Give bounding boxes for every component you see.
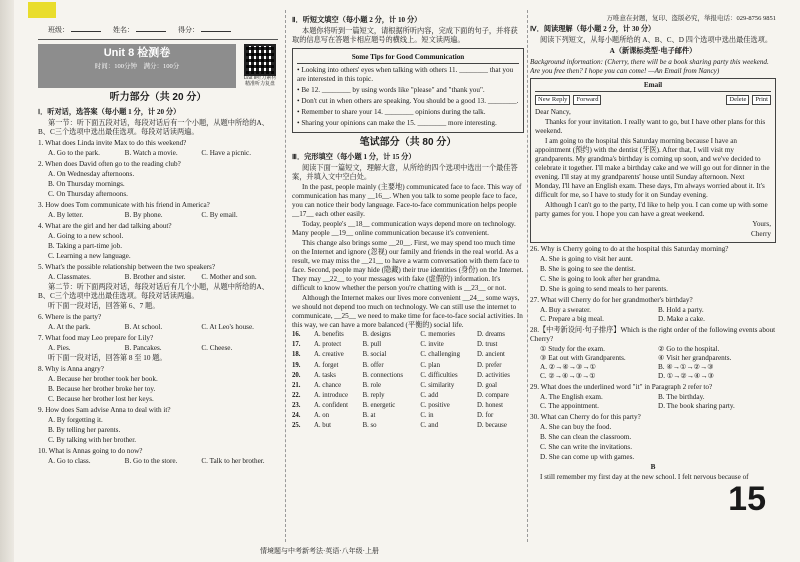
option-row <box>38 323 278 332</box>
option-choice: D. Make a cake. <box>658 315 705 324</box>
email-greeting: Dear Nancy, <box>535 108 571 117</box>
option-list <box>38 232 278 261</box>
option-list <box>530 423 776 462</box>
choice-option: A. confident <box>314 401 348 409</box>
question-stem: 1. What does Linda invite Max to do this weekend? <box>38 138 187 147</box>
option-list <box>530 255 776 294</box>
choice-option: B. pull <box>362 341 382 349</box>
option-list <box>38 170 278 199</box>
option-row <box>38 457 278 466</box>
option-choice: B. She is going to see the dentist. <box>540 265 636 274</box>
passage-paragraph: This change also brings some __20__. First, we may spend too much time on the Internet and ignore (忽视) our family and friends in the real world. As a result, we may miss the __21__ to have a warm conversation with them face to face. Second, people may hide (隐藏) their true identities (身份) on the Internet. They may __22__ to your messages with fake (虚假的) information. It's difficult to know whether the person you're chatting with is __23__ or not. <box>292 238 524 292</box>
option-row <box>530 345 776 354</box>
option-choice: C. She can write the invitations. <box>540 443 633 452</box>
email-signature: Cherry <box>751 230 771 239</box>
choice-row <box>292 401 524 411</box>
option-row <box>530 402 776 411</box>
option-choice: B. Taking a part-time job. <box>48 241 123 250</box>
option-choice: C. Prepare a big meal. <box>540 315 604 324</box>
class-label: 班级： <box>48 26 101 35</box>
email-paragraph-3: Although I can't go to the party, I'd like to help you. I can come up with some party games for you. I hope you can have a great weekend. <box>535 201 768 219</box>
option-row <box>530 363 776 372</box>
choice-option: A. protect <box>314 341 342 349</box>
reading-questions <box>530 245 776 462</box>
choice-option: A. benefits <box>314 331 344 339</box>
option-row <box>38 149 278 158</box>
listening-part1-heading: Ⅰ．听对话，选答案（每小题 1 分，计 20 分） <box>38 107 181 116</box>
option-choice: B. She can clean the classroom. <box>540 433 632 442</box>
option-choice: C. Because her brother lost her keys. <box>48 394 154 403</box>
choice-option: B. designs <box>362 331 391 339</box>
footer-text: 情境题与中考新考法·英语·八年级·上册 <box>260 547 379 556</box>
listening-questions-3 <box>38 365 278 466</box>
cloze-heading: Ⅲ．完形填空（每小题 1 分，计 15 分） <box>292 152 416 161</box>
option-choice: A. The English exam. <box>540 393 603 402</box>
listening-title: 听力部分（共 20 分） <box>109 92 207 104</box>
option-row <box>530 372 776 381</box>
choice-option: C. in <box>420 411 434 419</box>
option-choice: A. Pies. <box>48 343 71 352</box>
option-choice: A. Go to class. <box>48 456 91 465</box>
choice-option: D. ancient <box>477 351 505 359</box>
listening-part1-intro: 第一节：听下面五段对话，每段对话后有一个小题，从题中所给的A、B、C三个选项中选出最佳选项。每段对话读两遍。 <box>38 118 269 136</box>
option-choice: D. She is going to send meals to her parents. <box>540 285 668 294</box>
tips-title: Some Tips for Good Communication <box>297 53 519 64</box>
contact-line: 万唯意在封题，复印、盗版必究，举报电话：029-8756 9851 <box>606 15 776 22</box>
option-row <box>530 354 776 363</box>
option-list <box>38 375 278 404</box>
unit-banner <box>38 44 278 89</box>
question-stem: 5. What's the possible relationship between the two speakers? <box>38 262 216 271</box>
tip-item: • Be 12. ________ by using words like "please" and "thank you". <box>297 86 485 94</box>
question-stem: 2. When does David often go to the reading club? <box>38 159 181 168</box>
option-choice: B. Watch a movie. <box>124 148 178 157</box>
option-choice: B. The birthday. <box>658 393 705 402</box>
passage-paragraph: Today, people's __18__ communication ways depend more on technology. Many people __19__ online communication because it's convenient. <box>292 219 516 237</box>
option-choice: A. She can buy the food. <box>540 423 612 432</box>
unit-title: Unit 8 检测卷 <box>103 46 171 59</box>
choice-option: B. social <box>362 351 387 359</box>
question-stem: 10. What is Annas going to do now? <box>38 446 143 455</box>
option-choice: A. She is going to visit her aunt. <box>540 255 633 264</box>
option-choice: C. Mother and son. <box>201 272 257 281</box>
choice-option: C. memories <box>420 331 456 339</box>
question-stem: 3. How does Tom communicate with his friend in America? <box>38 200 210 209</box>
choice-option: D. activities <box>477 371 510 379</box>
email-toolbar <box>535 95 771 105</box>
choice-row <box>292 331 524 341</box>
option-choice: C. Learning a new language. <box>48 251 131 260</box>
choice-option: C. similarity <box>420 381 455 389</box>
choice-option: B. so <box>362 422 377 429</box>
choice-option: A. introduce <box>314 391 348 399</box>
option-choice: A. At the park. <box>48 322 91 331</box>
option-choice: A. By forgetting it. <box>48 415 103 424</box>
listening-questions-1 <box>38 139 278 282</box>
unit-subtitle: 时间：100分钟 满分：100分 <box>94 62 180 70</box>
option-choice: A. Going to a new school. <box>48 231 124 240</box>
option-choice: B. By phone. <box>124 210 163 219</box>
listen2-intro: 本题你将听到一篇短文，请根据所听内容，完成下面的句子，并将获取的信息写在答题卡相应题号的横线上。短文读两遍。 <box>292 27 518 44</box>
section-b-first-line: I still remember my first day at the new school. I felt nervous because of <box>540 473 749 482</box>
question-stem: 26. Why is Cherry going to do at the hospital this Saturday morning? <box>530 245 729 254</box>
question-stem: 30. What can Cherry do for this party? <box>530 413 641 422</box>
binding-edge <box>0 0 14 562</box>
listening-part2-intro: 第二节：听下面两段对话，每段对话后有几个小题，从题中所给的A、B、C三个选项中选出最佳选项。每段对话读两遍。 <box>38 282 269 300</box>
choice-option: A. chance <box>314 381 342 389</box>
choice-number: 25. <box>292 422 301 429</box>
option-choice: C. By talking with her brother. <box>48 435 137 444</box>
tip-item: • Remember to share your 14. ________ opinions during the talk. <box>297 108 486 116</box>
option-choice: B. Brother and sister. <box>124 272 186 281</box>
choice-option: B. role <box>362 381 382 389</box>
choice-option: B. reply <box>362 391 385 399</box>
option-choice: ② Go to the hospital. <box>658 345 720 354</box>
option-row <box>530 393 776 402</box>
choice-option: D. because <box>477 422 507 429</box>
forward-button[interactable]: Forward <box>573 95 601 105</box>
choice-option: D. trust <box>477 341 498 349</box>
question-stem: 7. What food may Leo prepare for Lily? <box>38 333 154 342</box>
choice-option: A. creative <box>314 351 344 359</box>
choice-option: B. connections <box>362 371 403 379</box>
email-paragraph-1: Thanks for your invitation. I really want to go, but I have other plans for this weekend. <box>535 118 766 136</box>
choice-row <box>292 381 524 391</box>
option-choice: B. Because her brother broke her toy. <box>48 384 156 393</box>
option-choice: ④ Visit her grandparents. <box>658 354 732 363</box>
choice-row <box>292 341 524 351</box>
option-choice: C. She is going to look after her grandma. <box>540 275 661 284</box>
conversation-1-note: 听下面一段对话，回答第 6、7 题。 <box>48 301 160 310</box>
choice-number: 19. <box>292 361 301 369</box>
option-row <box>38 273 278 282</box>
fold-line-1 <box>285 10 286 542</box>
page-number: 15 <box>728 479 766 518</box>
listening-questions-2 <box>38 313 278 353</box>
choice-number: 22. <box>292 391 301 399</box>
question-stem: 9. How does Sam advise Anna to deal with it? <box>38 405 171 414</box>
choice-number: 20. <box>292 371 301 379</box>
option-choice: A. On Wednesday afternoons. <box>48 169 135 178</box>
option-choice: A. ②→④→③→① <box>540 363 597 372</box>
option-choice: A. Because her brother took her book. <box>48 374 158 383</box>
choice-option: D. prefer <box>477 361 502 369</box>
choice-option: C. and <box>420 422 439 429</box>
email-box <box>530 78 776 243</box>
tips-box <box>292 48 524 133</box>
conversation-2-note: 听下面一段对话，回答第 8 至 10 题。 <box>48 353 167 362</box>
option-choice: A. Go to the park. <box>48 148 100 157</box>
question-stem: 8. Why is Anna angry? <box>38 364 104 373</box>
option-choice: D. She can come up with games. <box>540 453 635 462</box>
option-row <box>38 344 278 353</box>
choice-number: 16. <box>292 331 301 339</box>
choice-row <box>292 371 524 381</box>
option-choice: B. Go to the store. <box>124 456 178 465</box>
option-choice: A. By letter. <box>48 210 84 219</box>
reading-heading: Ⅳ．阅读理解（每小题 2 分，计 30 分） <box>530 25 656 34</box>
choice-option: B. offer <box>362 361 384 369</box>
passage-paragraph: Although the Internet makes our lives more convenient __24__ some ways, we should not depend too much on technology. We can still use the internet to communicate, __25__ we need to make time for face-to-face social activities. In this way, we can have a more balanced (平衡的) social life. <box>292 293 523 329</box>
option-row <box>530 306 776 315</box>
choice-number: 24. <box>292 411 301 419</box>
option-row <box>530 315 776 324</box>
choice-option: B. energetic <box>362 401 396 409</box>
choice-number: 18. <box>292 351 301 359</box>
listen2-heading: Ⅱ．听短文填空（每小题 2 分，计 10 分） <box>292 16 422 24</box>
choice-option: C. add <box>420 391 439 399</box>
choice-option: A. but <box>314 422 331 429</box>
choice-option: D. honest <box>477 401 504 409</box>
choice-number: 23. <box>292 401 301 409</box>
option-choice: ③ Eat out with Grandparents. <box>540 354 626 363</box>
option-choice: C. Cheese. <box>201 343 233 352</box>
option-choice: C. Talk to her brother. <box>201 456 265 465</box>
question-stem: 6. Where is the party? <box>38 312 102 321</box>
background-info: Background information: (Cherry, there will be a book sharing party this weekend. Are you free then? I hope you can come! —An Email from Nancy) <box>530 58 769 76</box>
choice-option: A. on <box>314 411 330 419</box>
email-paragraph-2: I am going to the hospital this Saturday morning because I have an appointment (预约) with the dentist (牙医). After that, I will visit my grandparents. My grandma's birthday is coming up soon, and we've decided to celebrate it together. I'll make a birthday cake and we will go out for dinner in the evening. I'll stay at my grandparents' house until Sunday afternoon. Next Monday, I'll have an English exam. These days, I'm always worried about it. It's difficult for me, so I have to study for it on Sunday evening. <box>535 137 770 200</box>
option-choice: C. The appointment. <box>540 402 599 411</box>
question-stem: 28.【中考新设问·句子排序】Which is the right order of the following events about Cherry? <box>530 326 776 344</box>
option-choice: C. On Thursday afternoons. <box>48 189 128 198</box>
choice-option: C. difficulties <box>420 371 458 379</box>
option-choice: B. Pancakes. <box>124 343 162 352</box>
written-title: 笔试部分（共 80 分） <box>359 137 457 148</box>
choice-option: D. compare <box>477 391 509 399</box>
qr-code-icon <box>244 44 276 76</box>
option-choice: C. ②→④→③→① <box>540 372 596 381</box>
choice-option: D. for <box>477 411 494 419</box>
option-choice: A. Buy a sweater. <box>540 306 591 315</box>
choice-row <box>292 411 524 421</box>
option-choice: C. By email. <box>201 210 238 219</box>
column-reading <box>530 14 776 540</box>
option-row <box>38 211 278 220</box>
option-choice: ① Study for the exam. <box>540 345 605 354</box>
option-list <box>38 416 278 445</box>
passage-paragraph: In the past, people mainly (主要地) communicated face to face. This way of communication has many __16__. When you talk to some people face to face, you can notice their body language. Face-to-face communication helps people __17__ each other easily. <box>292 182 522 218</box>
option-choice: B. At school. <box>124 322 163 331</box>
choice-row <box>292 361 524 371</box>
print-button[interactable]: Print <box>752 95 771 105</box>
choice-row <box>292 391 524 401</box>
option-choice: D. ①→②→④→③ <box>658 372 715 381</box>
choice-row <box>292 351 524 361</box>
choice-option: C. invite <box>420 341 444 349</box>
choice-option: C. plan <box>420 361 440 369</box>
choice-option: D. goal <box>477 381 498 389</box>
new-reply-button[interactable]: New Reply <box>535 95 570 105</box>
choice-number: 21. <box>292 381 301 389</box>
choice-option: A. forget <box>314 361 339 369</box>
choice-row <box>292 421 524 431</box>
delete-button[interactable]: Delete <box>726 95 749 105</box>
option-choice: A. Classmates. <box>48 272 91 281</box>
choice-option: D. dreams <box>477 331 505 339</box>
section-b-title: B <box>650 463 656 472</box>
question-stem: 4. What are the girl and her dad talking about? <box>38 221 172 230</box>
choice-option: A. tasks <box>314 371 336 379</box>
option-choice: B. Hold a party. <box>658 306 704 315</box>
name-label: 姓名： <box>113 26 166 35</box>
option-choice: B. On Thursday mornings. <box>48 179 125 188</box>
option-choice: B. ④→①→②→③ <box>658 363 714 372</box>
email-sign-off: Yours, <box>752 220 771 229</box>
section-a-title: A（新课标类型·电子邮件） <box>609 47 697 56</box>
tip-item: • Don't cut in when others are speaking. You should be a good 13. ________. <box>297 97 519 105</box>
column-cloze <box>292 14 524 540</box>
fold-line-2 <box>527 10 528 542</box>
option-choice: B. By telling her parents. <box>48 425 121 434</box>
email-title: Email <box>535 81 771 92</box>
question-stem: 29. What does the underlined word "it" in Paragraph 2 refer to? <box>530 383 713 392</box>
choice-number: 17. <box>292 341 301 349</box>
choice-option: C. positive <box>420 401 450 409</box>
option-choice: C. Have a picnic. <box>201 148 252 157</box>
choice-option: C. challenging <box>420 351 460 359</box>
column-listening <box>38 14 278 540</box>
score-label: 得分： <box>178 26 231 35</box>
tip-item: • Sharing your opinions can make the 15. ________ more interesting. <box>297 119 497 127</box>
question-stem: 27. What will Cherry do for her grandmother's birthday? <box>530 296 693 305</box>
cloze-intro: 阅读下面一篇短文，理解大意，从所给的四个选项中选出一个最佳答案，并填入文中空白处。 <box>292 163 518 181</box>
option-choice: C. At Leo's house. <box>201 322 254 331</box>
cloze-choices-table <box>292 331 524 432</box>
choice-option: B. at <box>362 411 376 419</box>
tip-item: • Looking into others' eyes when talking with others 11. ________ that you are interested in this topic. <box>297 66 514 83</box>
reading-intro: 阅读下列短文，从每小题所给的 A、B、C、D 四个选项中选出最佳选项。 <box>540 36 773 45</box>
qr-code[interactable]: Unit 8听力素材 精准听力复盘 <box>242 44 278 89</box>
cloze-passage <box>292 183 524 330</box>
option-choice: D. The book sharing party. <box>658 402 735 411</box>
student-info-line <box>38 14 278 40</box>
